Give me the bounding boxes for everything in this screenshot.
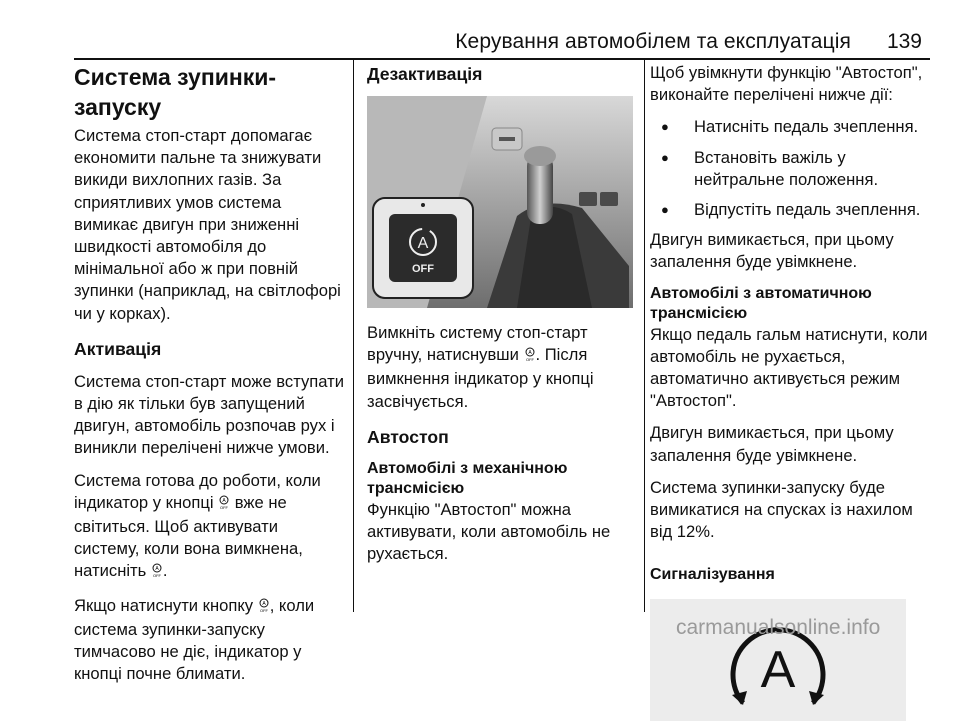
intro-paragraph: Система стоп-старт допомагає економити пальне та знижувати викиди вихлопних газів. За сприятливих умов система вимикає двигун при зниженні швидкості автомобіля до мінімальної або ж при повній зупинки (наприклад, на світлофорі чи у корках). [74,126,341,323]
svg-text:OFF: OFF [152,573,161,579]
blink-paragraph [74,595,346,686]
stop-start-button-icon [258,597,270,619]
automatic-transmission-heading: Автомобілі з автоматичною трансмісією [650,284,872,322]
ready-text-b: вже не світиться. Щоб активувати систему, коли вона вимкнена, натисніть [74,492,303,581]
deactivation-heading: Дезактивація [367,64,483,84]
svg-text:A: A [527,350,532,357]
deactivation-caption [367,322,635,413]
svg-text:A: A [417,235,429,252]
steps-list [650,116,932,221]
svg-text:OFF: OFF [220,504,229,510]
automatic-transmission-text: Якщо педаль гальм натиснути, коли автомобіль не рухається, автоматично активується режим "Автостоп". [650,324,928,411]
watermark: carmanualsonline.info [676,616,881,639]
column-left [74,62,346,695]
engine-off-text: Двигун вимикається, при цьому запалення буде увімкнене. [650,230,894,272]
section-title: Керування автомобілем та експлуатація [455,30,851,53]
list-item: ● Натисніть педаль зчеплення. [650,116,932,138]
svg-text:A: A [262,600,266,607]
activation-paragraph: Система стоп-старт може вступати в дію як тільки був запущений двигун, автомобіль розпочав рух і виникли перелічені нижче умови. [74,371,345,458]
stop-start-heading: Система зупинки-запуску [74,64,277,120]
blink-text-b: , коли система зупинки-запуску тимчасово не діє, індикатор у кнопці почне блимати. [74,595,315,684]
page-number: 139 [886,30,922,53]
engine-off-text-2: Двигун вимикається, при цьому запалення буде увімкнене. [650,423,894,465]
stop-start-button-icon [218,494,230,516]
column-divider [353,60,354,612]
indicator-letter: A [760,641,796,700]
autostop-heading: Автостоп [367,426,449,447]
stop-start-button-icon [524,346,536,368]
autostop-intro: Щоб увімкнути функцію "Автостоп", виконайте перелічені нижче дії: [650,63,923,105]
ready-text-a: Система готова до роботи, коли індикатор у кнопці [74,470,321,512]
activation-heading: Активація [74,338,162,359]
svg-text:A: A [222,497,226,504]
svg-text:OFF: OFF [525,357,534,363]
svg-text:A: A [155,566,159,573]
caption-text-b: . Після вимкнення індикатор у кнопці засвічується. [367,345,594,411]
manual-transmission-heading: Автомобілі з механічною трансмісією [367,459,568,497]
svg-text:OFF: OFF [259,607,268,613]
header-rule [74,58,930,60]
ready-text-c: . [162,561,168,581]
blink-text-a: Якщо натиснути кнопку [74,595,254,615]
stop-start-button-photo [367,96,633,308]
stop-start-button-icon [151,562,163,584]
list-item: ● Відпустіть педаль зчеплення. [650,199,932,221]
ready-paragraph [74,470,346,585]
manual-transmission-text: Функцію "Автостоп" можна активувати, коли автомобіль не рухається. [367,499,611,564]
caption-text-a: Вимкніть систему стоп-старт вручну, натиснувши [367,323,588,365]
page-header [352,30,922,56]
slope-text: Система зупинки-запуску буде вимикатися на спусках із нахилом від 12%. [650,477,913,542]
list-item: ● Встановіть важіль у нейтральне положення. [650,147,932,191]
column-middle [367,62,635,575]
column-divider [644,60,645,612]
off-button-label: OFF [412,263,434,275]
signalling-heading: Сигналізування [650,566,775,584]
